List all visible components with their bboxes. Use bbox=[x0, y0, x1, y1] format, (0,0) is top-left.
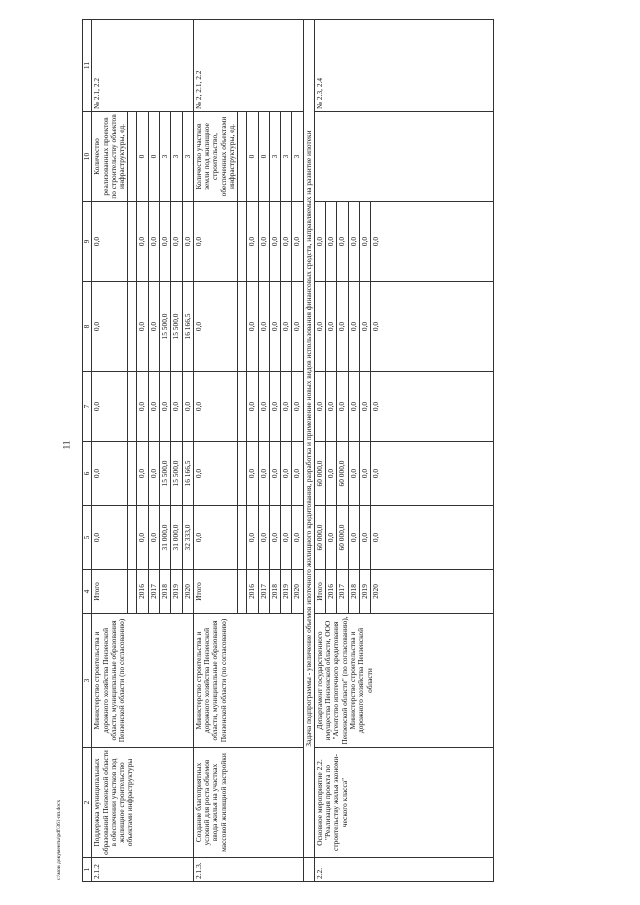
value-cell: 0,0 bbox=[137, 372, 148, 442]
value-cell: 0,0 bbox=[371, 202, 494, 282]
value-cell: 0,0 bbox=[292, 202, 303, 282]
indicator-name: Количество реализованных проектов по строительству объектов инфраструктуры, ед. bbox=[92, 112, 128, 202]
col-num: 7 bbox=[83, 372, 92, 442]
value-cell: 16 166,5 bbox=[182, 282, 193, 372]
value-cell: 0,0 bbox=[292, 372, 303, 442]
value-cell: 0,0 bbox=[247, 506, 258, 570]
year: 2018 bbox=[159, 570, 170, 614]
measure-name: Создание благоприятных условий для роста объемов ввода жилья на участках массовой жилищной застройки bbox=[193, 748, 303, 858]
table-row bbox=[314, 20, 325, 882]
value-cell: 0,0 bbox=[314, 202, 325, 282]
year: 2016 bbox=[326, 570, 337, 614]
value-cell: 0,0 bbox=[269, 282, 280, 372]
value-cell: 0,0 bbox=[193, 202, 237, 282]
value-cell: 0,0 bbox=[171, 372, 182, 442]
executor: Министерство строительства и дорожного хозяйства Пензенской области, муниципальные образования Пензенской области (по согласованию) bbox=[92, 614, 194, 748]
program-table bbox=[82, 19, 494, 882]
value-cell: 0,0 bbox=[247, 282, 258, 372]
year: 2018 bbox=[269, 570, 280, 614]
year: 2017 bbox=[258, 570, 269, 614]
value-cell: 0,0 bbox=[348, 202, 359, 282]
indicator-link: № 2, 2.1, 2.2 bbox=[193, 20, 303, 112]
col-num: 10 bbox=[83, 112, 92, 202]
value-cell: 60 000,0 bbox=[337, 442, 348, 506]
value-cell: 0,0 bbox=[292, 442, 303, 506]
value-cell: 0,0 bbox=[337, 282, 348, 372]
value-cell: 15 500,0 bbox=[159, 282, 170, 372]
value-cell: 3 bbox=[159, 112, 170, 202]
value-cell: 0,0 bbox=[348, 372, 359, 442]
value-cell: 0,0 bbox=[371, 282, 494, 372]
year: 2016 bbox=[137, 570, 148, 614]
value-cell: 15 500,0 bbox=[159, 442, 170, 506]
value-cell: 0,0 bbox=[193, 506, 237, 570]
value-cell: 0,0 bbox=[348, 282, 359, 372]
value-cell: 15 500,0 bbox=[171, 282, 182, 372]
value-cell: 3 bbox=[281, 112, 292, 202]
value-cell: 0,0 bbox=[137, 282, 148, 372]
value-cell: 0 bbox=[258, 112, 269, 202]
value-cell: 0,0 bbox=[326, 442, 337, 506]
value-cell: 0,0 bbox=[137, 506, 148, 570]
value-cell: 32 333,0 bbox=[182, 506, 193, 570]
value-cell: 0,0 bbox=[360, 506, 371, 570]
value-cell: 0,0 bbox=[281, 202, 292, 282]
value-cell: 0,0 bbox=[258, 506, 269, 570]
value-cell: 0,0 bbox=[148, 282, 159, 372]
footer-file-path: c:\мои документы\pdf\361-пп.docx bbox=[56, 799, 62, 880]
value-cell: 0,0 bbox=[281, 282, 292, 372]
value-cell: 0,0 bbox=[182, 202, 193, 282]
indicator-link: № 2.3, 2.4 bbox=[314, 20, 493, 112]
executor: Департамент государственного имущества Пензенской области, ООО "Агентство ипотечного кредитования Пензенской области" (по согласованию), Министерство строительства и дорожного хозяйства Пензенской области bbox=[314, 614, 493, 748]
value-cell: 0,0 bbox=[92, 506, 128, 570]
value-cell: 0,0 bbox=[258, 202, 269, 282]
row-id: 2.2. bbox=[314, 858, 493, 882]
value-cell: 0,0 bbox=[292, 282, 303, 372]
column-numbers-row bbox=[83, 20, 92, 882]
executor: Министерство строительства и дорожного хозяйства Пензенской области, муниципальные образования Пензенской области (по согласованию) bbox=[193, 614, 303, 748]
value-cell: 0,0 bbox=[171, 202, 182, 282]
value-cell: 0,0 bbox=[360, 442, 371, 506]
value-cell: 0,0 bbox=[360, 372, 371, 442]
value-cell: 0 bbox=[247, 112, 258, 202]
col-num: 5 bbox=[83, 506, 92, 570]
value-cell: 31 000,0 bbox=[171, 506, 182, 570]
value-cell: 0,0 bbox=[326, 202, 337, 282]
value-cell: 0,0 bbox=[148, 506, 159, 570]
value-cell: 0,0 bbox=[269, 506, 280, 570]
value-cell: 0,0 bbox=[159, 202, 170, 282]
value-cell: 0,0 bbox=[137, 202, 148, 282]
value-cell: 0,0 bbox=[258, 372, 269, 442]
year: 2017 bbox=[337, 570, 348, 614]
value-cell: 0,0 bbox=[137, 442, 148, 506]
value-cell: 0 bbox=[148, 112, 159, 202]
value-cell: 0,0 bbox=[148, 442, 159, 506]
value-cell: 3 bbox=[171, 112, 182, 202]
value-cell: 0,0 bbox=[360, 202, 371, 282]
col-num: 6 bbox=[83, 442, 92, 506]
value-cell: 60 000,0 bbox=[314, 442, 325, 506]
value-cell: 0,0 bbox=[269, 202, 280, 282]
col-num: 4 bbox=[83, 570, 92, 614]
value-cell: 0,0 bbox=[258, 442, 269, 506]
value-cell: 0,0 bbox=[258, 282, 269, 372]
task-text: Задача подпрограммы - увеличение объемов ипотечного жилищного кредитования, разработка и применение новых видов использования финансовых средств, направляемых на развитие ипотеки bbox=[303, 20, 314, 858]
value-cell: 0,0 bbox=[193, 282, 237, 372]
value-cell: 3 bbox=[269, 112, 280, 202]
value-cell: 3 bbox=[182, 112, 193, 202]
value-cell: 0,0 bbox=[314, 282, 325, 372]
value-cell: 0,0 bbox=[326, 506, 337, 570]
value-cell: 0,0 bbox=[92, 372, 128, 442]
col-num: 9 bbox=[83, 202, 92, 282]
year: 2018 bbox=[348, 570, 359, 614]
total-label: Итого bbox=[92, 570, 128, 614]
page-number: 11 bbox=[61, 440, 72, 450]
value-cell: 0,0 bbox=[92, 282, 128, 372]
value-cell: 0,0 bbox=[92, 442, 128, 506]
value-cell: 0 bbox=[137, 112, 148, 202]
value-cell: 0,0 bbox=[92, 202, 128, 282]
year: 2016 bbox=[247, 570, 258, 614]
col-num: 2 bbox=[83, 748, 92, 858]
table-row bbox=[193, 20, 237, 882]
value-cell: 0,0 bbox=[159, 372, 170, 442]
row-id: 2.1.2 bbox=[92, 858, 194, 882]
value-cell: 60 000,0 bbox=[337, 506, 348, 570]
col-num: 1 bbox=[83, 858, 92, 882]
task-row bbox=[303, 20, 314, 882]
value-cell: 0,0 bbox=[247, 372, 258, 442]
value-cell: 0,0 bbox=[182, 372, 193, 442]
year: 2020 bbox=[182, 570, 193, 614]
value-cell: 0,0 bbox=[337, 202, 348, 282]
rotated-table-container bbox=[82, 20, 586, 882]
value-cell: 0,0 bbox=[269, 372, 280, 442]
value-cell: 0,0 bbox=[148, 202, 159, 282]
value-cell: 0,0 bbox=[281, 506, 292, 570]
row-id: 2.1.3. bbox=[193, 858, 303, 882]
year: 2020 bbox=[371, 570, 494, 614]
value-cell: 3 bbox=[292, 112, 303, 202]
value-cell: 0,0 bbox=[348, 506, 359, 570]
year: 2019 bbox=[171, 570, 182, 614]
year: 2019 bbox=[281, 570, 292, 614]
indicator-link: № 2.1, 2.2 bbox=[92, 20, 194, 112]
indicator-name: Количество участков земли под жилищное строительство, обеспеченных объектами инфраструктуры, ед. bbox=[193, 112, 237, 202]
value-cell: 0,0 bbox=[314, 372, 325, 442]
value-cell: 0,0 bbox=[292, 506, 303, 570]
table-row bbox=[92, 20, 128, 882]
col-num: 8 bbox=[83, 282, 92, 372]
value-cell: 0,0 bbox=[371, 442, 494, 506]
measure-name: Поддержка муниципальных образований Пензенской области в обеспечении участков под жилищное строительство объектами инфраструктуры bbox=[92, 748, 194, 858]
value-cell: 0,0 bbox=[247, 442, 258, 506]
value-cell: 31 000,0 bbox=[159, 506, 170, 570]
measure-name: Основное мероприятие 2.2. "Реализация проекта по строительству жилья экономи-ческого класса" bbox=[314, 748, 493, 858]
col-num: 11 bbox=[83, 20, 92, 112]
value-cell: 0,0 bbox=[193, 372, 237, 442]
total-label: Итого bbox=[193, 570, 237, 614]
value-cell: 0,0 bbox=[281, 442, 292, 506]
value-cell: 0,0 bbox=[348, 442, 359, 506]
value-cell: 0,0 bbox=[360, 282, 371, 372]
value-cell: 0,0 bbox=[371, 372, 494, 442]
year: 2019 bbox=[360, 570, 371, 614]
value-cell: 0,0 bbox=[148, 372, 159, 442]
col-num: 3 bbox=[83, 614, 92, 748]
value-cell: 0,0 bbox=[281, 372, 292, 442]
year: 2017 bbox=[148, 570, 159, 614]
value-cell: 0,0 bbox=[193, 442, 237, 506]
year: 2020 bbox=[292, 570, 303, 614]
value-cell: 60 000,0 bbox=[314, 506, 325, 570]
total-label: Итого bbox=[314, 570, 325, 614]
value-cell: 0,0 bbox=[371, 506, 494, 570]
value-cell: 16 166,5 bbox=[182, 442, 193, 506]
value-cell: 0,0 bbox=[269, 442, 280, 506]
value-cell: 15 500,0 bbox=[171, 442, 182, 506]
value-cell: 0,0 bbox=[326, 372, 337, 442]
value-cell: 0,0 bbox=[247, 202, 258, 282]
value-cell: 0,0 bbox=[326, 282, 337, 372]
value-cell: 0,0 bbox=[337, 372, 348, 442]
